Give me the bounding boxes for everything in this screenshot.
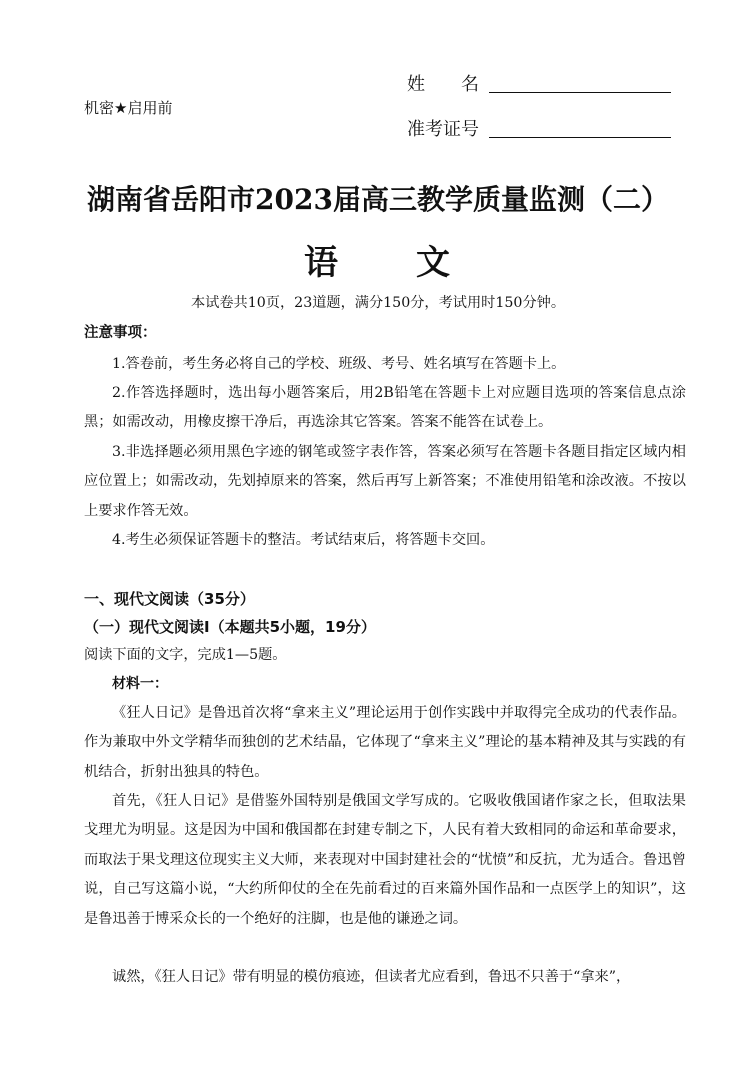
material-label: 材料一： xyxy=(112,676,168,692)
subject-char-2: 文 xyxy=(416,243,452,283)
subsection-title: （一）现代文阅读Ⅰ（本题共5小题，19分） xyxy=(84,618,376,636)
note-item-2: 2.作答选择题时，选出每小题答案后，用2B铅笔在答题卡上对应题目选项的答案信息点涂黑；如需改动，用橡皮擦干净后，再选涂其它答案。答案不能答在试卷上。 xyxy=(84,385,686,431)
material-paragraph-2: 首先，《狂人日记》是借鉴外国特别是俄国文学写成的。它吸收俄国诸作家之长，但取法果戈理尤为明显。这是因为中国和俄国都在封建专制之下，人民有着大致相同的命运和革命要求，而取法于果戈理这位现实主义大师，来表现对中国封建社会的“忧愤”和反抗，尤为适合。鲁迅曾说，自己写这篇小说，“大约所仰仗的全在先前看过的百来篇外国作品和一点医学上的知识”，这是鲁迅善于博采众长的一个绝好的注脚，也是他的谦逊之词。 xyxy=(84,793,686,927)
name-input-line[interactable] xyxy=(489,70,671,93)
reading-instruction: 阅读下面的文字，完成1—5题。 xyxy=(84,647,287,663)
note-item-4: 4.考生必须保证答题卡的整洁。考试结束后，将答题卡交回。 xyxy=(112,532,495,548)
note-item-3: 3.非选择题必须用黑色字迹的钢笔或签字表作答，答案必须写在答题卡各题目指定区域内相应位置上；如需改动，先划掉原来的答案，然后再写上新答案；不准使用铅笔和涂改液。不按以上要求作答无效。 xyxy=(84,444,686,519)
name-label xyxy=(407,70,479,96)
note-item-1: 1.答卷前，考生务必将自己的学校、班级、考号、姓名填写在答题卡上。 xyxy=(112,356,566,372)
exam-title: 湖南省岳阳市2023届高三教学质量监测（二） xyxy=(87,183,669,216)
exam-id-input-line[interactable] xyxy=(489,115,671,138)
exam-id-label-text: 准考证号 xyxy=(407,119,479,140)
material-paragraph-3: 诚然，《狂人日记》带有明显的模仿痕迹，但读者尤应看到，鲁迅不只善于“拿来”， xyxy=(112,969,631,985)
name-label-text: 姓 名 xyxy=(407,74,479,95)
exam-id-label xyxy=(407,115,479,141)
subject-title xyxy=(0,235,756,284)
notes-heading: 注意事项： xyxy=(84,325,157,341)
material-paragraph-1: 《狂人日记》是鲁迅首次将“拿来主义”理论运用于创作实践中并取得完全成功的代表作品。作为兼取中外文学精华而独创的艺术结晶，它体现了“拿来主义”理论的基本精神及其与实践的有机结合，折射出独具的特色。 xyxy=(84,705,686,780)
section-title: 一、现代文阅读（35分） xyxy=(84,590,255,608)
confidential-label: 机密★启用前 xyxy=(84,99,173,117)
subject-char-1: 语 xyxy=(304,243,340,283)
exam-info: 本试卷共10页，23道题，满分150分，考试用时150分钟。 xyxy=(190,295,566,311)
